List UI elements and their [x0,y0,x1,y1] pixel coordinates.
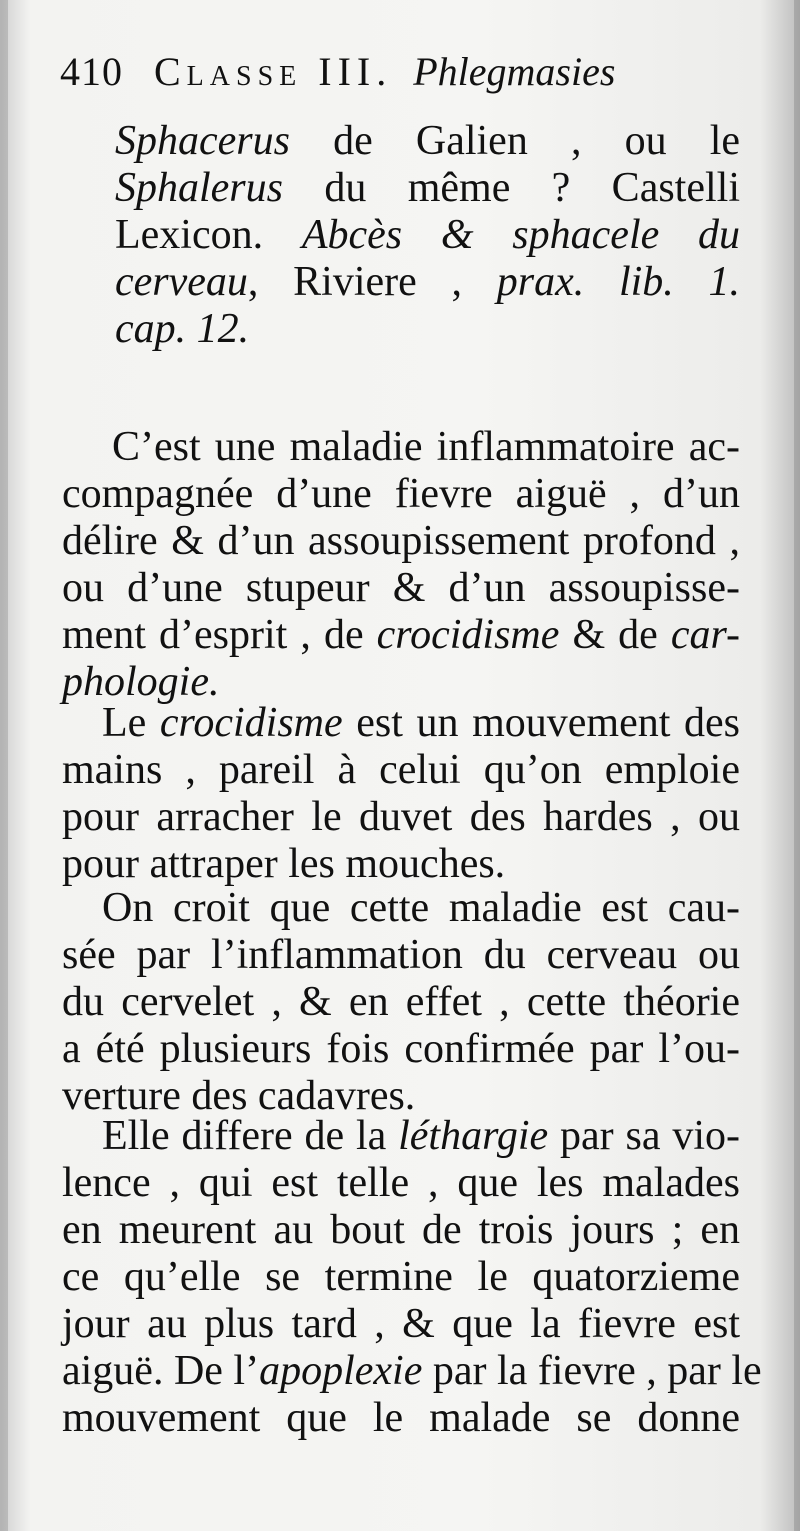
text-line: On croit que cette maladie est cau- [102,885,740,931]
text-line: a été plusieurs fois confirmée par l’ou- [62,1026,740,1072]
text-line: cap. 12. [115,306,250,352]
text-line: Sphacerus de Galien , ou le [115,118,741,164]
text-line: C’est une maladie inflammatoire ac- [112,424,740,470]
text-line: Elle differe de la léthargie par sa vio- [102,1113,740,1159]
text-line: pour arracher le duvet des hardes , ou [62,794,740,840]
page-edge-shadow [0,0,8,1531]
intro-references [115,118,740,353]
page-edge-shadow [794,0,800,1531]
text-line: Lexicon. Abcès & sphacele du [115,212,740,258]
text-line: Le crocidisme est un mouvement des [102,700,741,746]
text-line: aiguë. De l’apoplexie par la fievre , par le [62,1348,762,1394]
paragraph-4 [62,1113,762,1442]
text-line: mains , pareil à celui qu’on emploie [62,747,740,793]
text-line: jour au plus tard , & que la fievre est [62,1301,740,1347]
text-line: sée par l’inflammation du cerveau ou [62,932,740,978]
text-line: compagnée d’une fievre aiguë , d’un [62,471,740,517]
text-line: ou d’une stupeur & d’un assoupisse- [62,565,740,611]
text-line: du cervelet , & en effet , cette théorie [62,979,740,1025]
text-line: pour attraper les mouches. [62,841,506,887]
running-header [60,48,760,95]
text-line: verture des cadavres. [62,1073,416,1119]
text-line: mouvement que le malade se donne [62,1395,740,1441]
text-line: cerveau, Riviere , prax. lib. 1. [115,259,741,305]
section-title: Phlegmasies [413,49,616,94]
class-label: Classe III. [154,49,393,94]
text-line: délire & d’un assoupissement profond , [62,518,740,564]
page-number: 410 [60,49,123,94]
text-line: ce qu’elle se termine le quatorzieme [62,1254,740,1300]
text-line: Sphalerus du même ? Castelli [115,165,740,211]
paragraph-1 [62,424,740,706]
paragraph-2 [62,700,740,888]
text-line: ment d’esprit , de crocidisme & de car- [62,612,741,658]
text-line: phologie. [62,659,220,705]
text-line: lence , qui est telle , que les malades [62,1160,740,1206]
text-line: en meurent au bout de trois jours ; en [62,1207,740,1253]
paragraph-3 [62,885,740,1120]
